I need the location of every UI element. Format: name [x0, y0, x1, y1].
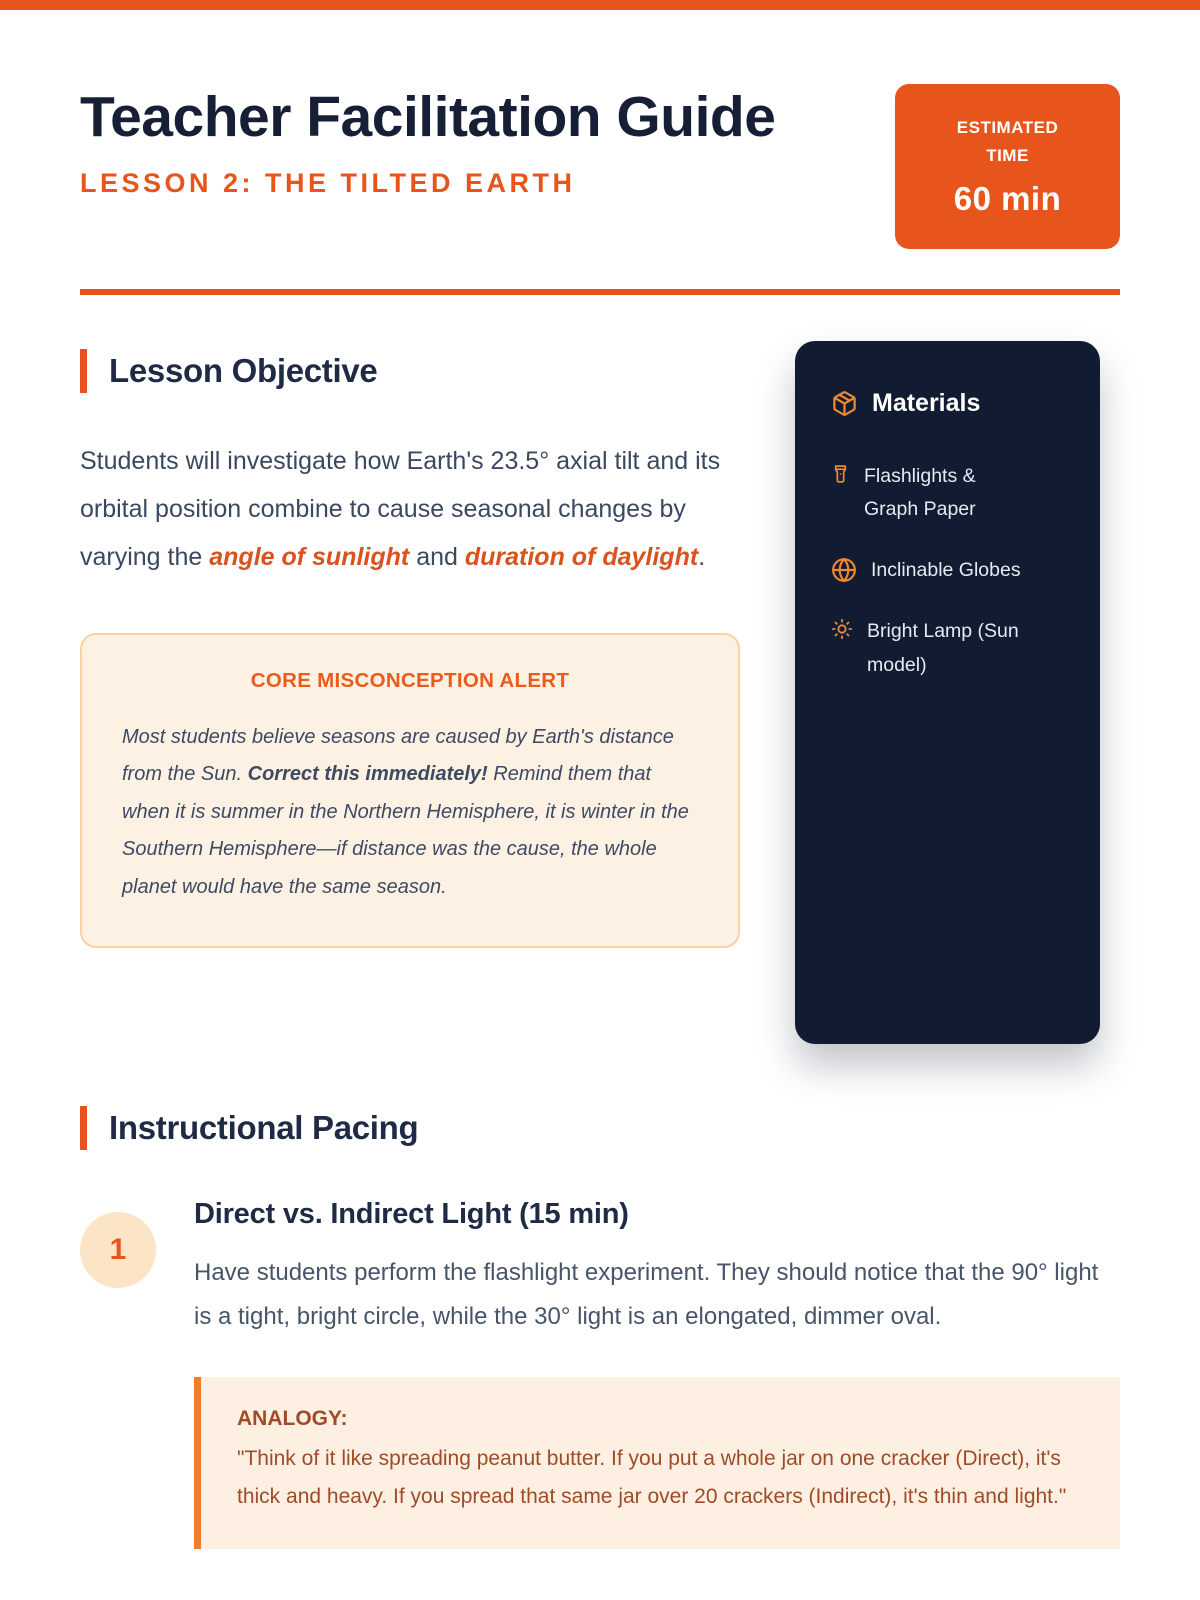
misconception-alert-title: CORE MISCONCEPTION ALERT	[250, 669, 570, 692]
heading-accent-bar	[80, 349, 87, 393]
materials-title: Materials	[872, 389, 981, 417]
time-badge-label: ESTIMATED TIME	[956, 118, 1059, 166]
flashlight-icon	[831, 463, 850, 485]
list-item	[831, 615, 1064, 681]
alert-body-end: Remind them that when it is summer in the Northern Hemisphere, it is winter in the Southern Hemisphere—if distance was the cause, the whole planet would have the same season.	[122, 763, 689, 898]
objective-text-connector: and	[409, 543, 465, 571]
material-label: Inclinable Globes	[871, 559, 1021, 582]
alert-body-bold: Correct this immediately!	[247, 763, 488, 786]
list-item	[831, 460, 1064, 526]
objective-highlight-angle: angle of sunlight	[209, 543, 410, 571]
alert-body-start: Most students believe seasons are caused by Earth's distance from the Sun.	[122, 726, 674, 786]
objective-paragraph	[80, 437, 740, 581]
section-title: Instructional Pacing	[109, 1109, 419, 1146]
material-label: Flashlights & Graph Paper	[864, 465, 976, 521]
objective-text-period: .	[698, 543, 706, 571]
pacing-step-1	[80, 1198, 1120, 1549]
globe-icon	[831, 557, 857, 583]
instructional-pacing-section	[80, 1106, 1120, 1549]
materials-list	[831, 460, 1064, 682]
analogy-callout-box	[194, 1377, 1120, 1550]
header-divider	[80, 289, 1120, 295]
step-description: Have students perform the flashlight experiment. They should notice that the 90° light is a tight, bright circle, while the 30° light is an elongated, dimmer oval.	[194, 1259, 1099, 1330]
step-number-badge: 1	[80, 1212, 156, 1288]
section-title: Lesson Objective	[109, 352, 378, 389]
instructional-pacing-heading	[80, 1106, 1120, 1150]
list-item	[831, 554, 1064, 587]
page-content	[0, 84, 1200, 1549]
step-title: Direct vs. Indirect Light (15 min)	[194, 1198, 629, 1230]
top-accent-bar	[0, 0, 1200, 10]
lesson-objective-column	[80, 341, 740, 1044]
main-section	[80, 341, 1120, 1044]
lesson-subtitle: LESSON 2: THE TILTED EARTH	[80, 168, 576, 199]
heading-accent-bar	[80, 1106, 87, 1150]
package-icon	[831, 390, 858, 417]
objective-text-start: Students will investigate how Earth's 23.5° axial tilt and its orbital position combine to cause seasonal changes by varying the	[80, 447, 721, 571]
materials-header	[831, 389, 1064, 418]
objective-highlight-duration: duration of daylight	[464, 543, 699, 571]
analogy-label: ANALOGY:	[237, 1406, 348, 1430]
time-badge-value: 60 min	[953, 180, 1062, 218]
analogy-text: "Think of it like spreading peanut butter. If you put a whole jar on one cracker (Direct), it's thick and heavy. If you spread that same jar over 20 crackers (Indirect), it's thin and light."	[237, 1446, 1067, 1508]
sun-icon	[831, 618, 853, 640]
materials-card	[795, 341, 1100, 1044]
misconception-alert-box	[80, 633, 740, 948]
page-title: Teacher Facilitation Guide	[80, 85, 776, 149]
estimated-time-badge	[895, 84, 1120, 249]
step-content	[194, 1198, 1120, 1549]
document-header	[80, 84, 1120, 249]
misconception-alert-body	[122, 719, 698, 906]
lesson-objective-heading	[80, 349, 740, 393]
material-label: Bright Lamp (Sun model)	[867, 620, 1019, 676]
title-block	[80, 84, 775, 199]
